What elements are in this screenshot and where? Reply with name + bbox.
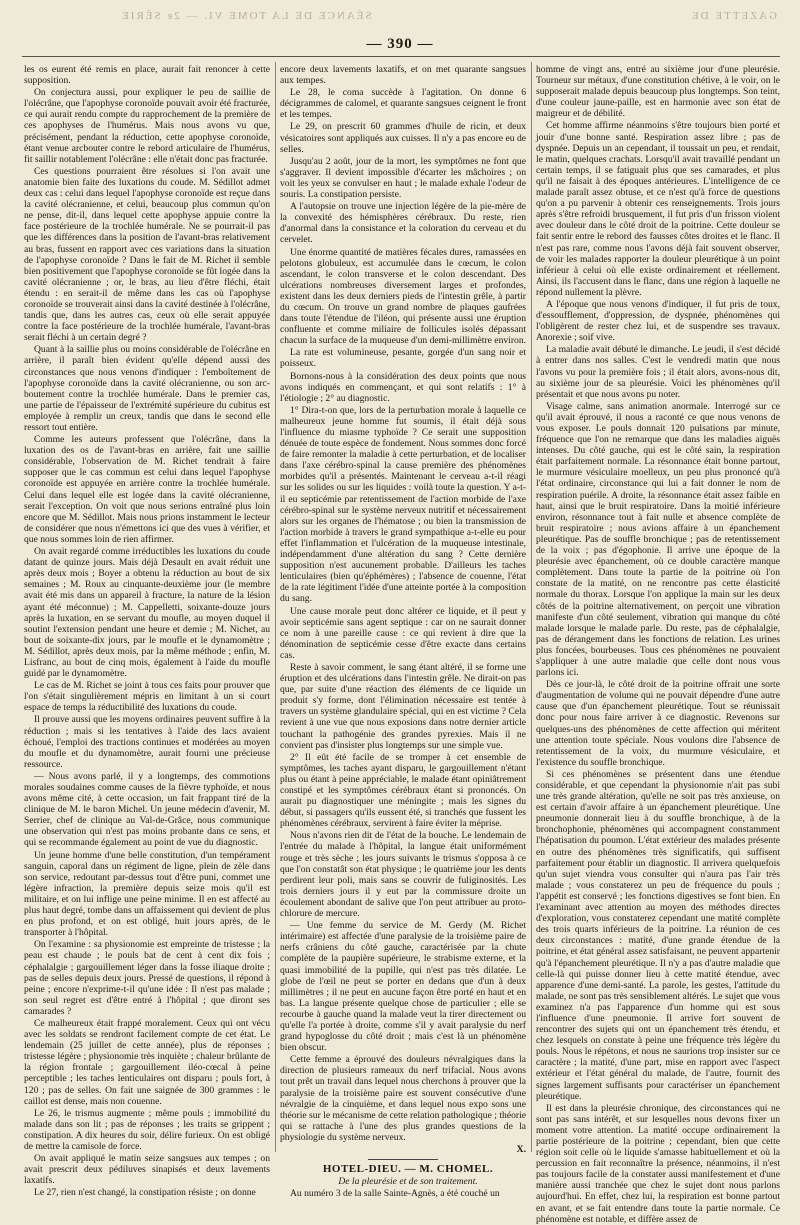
paragraph: Si ces phénomènes se présentent dans une étendue considérable, et que cependant la physionomie n'ait pas subi une très grande altération, qu'elle ne soit pas très anxieuse, on est certain d'avoir affaire à un épanchement pleurétique. Une pneumonie donnerait lieu à du souffle bronchique, à de la bronchophonie, phénomènes qui accompagnent constamment l'hépatisation du poumon. L'état extérieur des malades présente en outre des phénomènes très significatifs, qui suffisent parfaitement pour établir un diagnostic. Il arrivera quelquefois qu'un sujet viendra vous consulter qui n'aura pas l'air très malade ; vous constaterez un peu de fréquence du pouls ; l'appétit est conservé ; les fonctions digestives se font bien. En l'examinant avec attention au moyen des méthodes directes d'exploration, vous constaterez cependant une matité complète des trois quarts inférieurs de la poitrine. La réunion de ces deux circonstances : matité, d'une grande étendue de la poitrine, et état général assez satisfaisant, ne peuvent appartenir qu'à l'épanchement pleurétique. Il n'y a pas d'autre maladie que celle-là qui puisse donner lieu à cette matité étendue, avec apparence d'une demi-santé. La parole, les gestes, l'attitude du malade, ne sont pas très sensiblement altérés. Le sujet que vous examinez n'a pas l'apparence d'un homme qui est sous l'influence d'une pneumonie. Il arrive fort souvent de rencontrer des sujets qui ont un épanchement très étendu, et chez lesquels on constate à peine une fréquence très légère du pouls. Nous le répétons, et nous ne saurions trop insister sur ce caractère ; la matité, d'une part, mise en rapport avec l'aspect extérieur et l'état général du malade, de l'autre, fournit des signes largement suffisants pour caractériser un épanchement pleurétique. bbox=[536, 768, 781, 1102]
paragraph: A l'autopsie on trouve une injection légère de la pie-mère de la convexité des hémisphères cérébraux. Du reste, rien d'anormal dans la consistance et la coloration du cerveau et du cervelet. bbox=[280, 201, 526, 246]
paragraph: Comme les auteurs professent que l'olécrâne, dans la luxation des os de l'avant-bras en arrière, fait une saillie considérable, l'observation de M. Richet tendrait à faire supposer que le cas commun est celui dans lequel l'apophyse coronoïde est appuyée en arrière contre la trochlée humérale. Celui dans lequel elle est logée dans la cavité olécranienne, serait l'exception. On voit que nous serions entraîné plus loin encore que M. Sédillot. Mais nous prions instamment le lecteur de considérer que nous n'émettons ici que des vues à vérifier, et que nous sommes loin de rien affirmer. bbox=[24, 434, 270, 545]
paragraph: 2° Il eût été facile de se tromper à cet ensemble de symptômes, les taches ayant disparu, le gargouillement n'étant plus ou étant à peine appréciable, le malade étant opiniâtrement constipé et les symptômes cérébraux étant si prononcés. On aurait pu diagnostiquer une méningite ; mais les signes du début, si passagers qu'ils eussent été, si tranchés que fussent les phénomènes cérébraux, servirent à faire éviter la méprise. bbox=[280, 751, 526, 830]
paragraph: Jusqu'au 2 août, jour de la mort, les symptômes ne font que s'aggraver. Il devient impossible d'écarter les mâchoires ; on voit les yeux se convulser en haut ; le malade exhale l'odeur de souris. La constipation persiste. bbox=[280, 155, 526, 201]
paragraph: Le 29, on prescrit 60 grammes d'huile de ricin, et deux vésicatoires sont appliqués aux cuisses. Il n'y a pas encore eu de selles. bbox=[280, 121, 526, 155]
paragraph: Le cas de M. Richet se joint à tous ces faits pour prouver que l'on s'était singulièrement mépris en limitant à un si court espace de temps la réductibilité des luxations du coude. bbox=[24, 680, 270, 714]
paragraph: les os eurent été remis en place, aurait fait renoncer à cette supposition. bbox=[24, 64, 270, 87]
page-number: — 390 — bbox=[366, 36, 434, 52]
paragraph: On l'examine : sa physionomie est empreinte de tristesse ; la peau est chaude ; le pouls bat de cent à cent dix fois ; céphalalgie ; gargouillement léger dans la fosse iliaque droite ; pas de selles depuis deux jours. Pressé de questions, il répond à peine ; encore n'exprime-t-il qu'une idée : Il n'est pas malade ; son seul regret est d'être entré à l'hôpital ; que diront ses camarades ? bbox=[24, 939, 270, 1017]
section-subheading: De la pleurésie et de son traitement. bbox=[338, 1176, 478, 1188]
show-through-text-right: GAZETTE DE bbox=[690, 10, 777, 22]
text-column-2 bbox=[280, 64, 527, 1200]
paragraph: Un jeune homme d'une belle constitution, d'un tempérament sanguin, caporal dans un régiment de ligne, plein de zèle dans son service, redoutant par-dessus tout d'être puni, commet une légère infraction, la première depuis seize mois qu'il est militaire, et on lui inflige une peine minime. Il en est affecté au plus haut degré, tombe dans un affaissement qui devient de plus en plus profond, et on est obligé, huit jours après, de le transporter à l'hôpital. bbox=[24, 849, 270, 939]
paragraph: Visage calme, sans animation anormale. Interrogé sur ce qu'il avait éprouvé, il nous a raconté ce que nous venons de vous exposer. Le pouls donnait 120 pulsations par minute, fréquence que l'on ne remarque que dans les maladies aiguës intenses. Du côté gauche, qui est le côté sain, la respiration était parfaitement normale. La résonnance était bonne partout, le murmure vésiculaire moelleux, un peu plus prononcé qu'à l'état ordinaire, circonstance qui lui a fait donner le nom de respiration puérile. A droite, la résonnance était assez faible en haut, ainsi que le bruit respiratoire. Dans la moitié inférieure environ, résonnance tout à fait nulle et absence complète de bruit respiratoire ; nous avions affaire à un épanchement pleurétique. Pas de souffle bronchique ; pas de retentissement de la voix ; pas d'égophonie. Il arrive une époque de la pleurésie avec épanchement, où ce double caractère manque complètement. Dans toute la partie de la poitrine où l'on constate de la matité, on ne rencontre pas cette élasticité normale du thorax. Lorsque l'on applique la main sur les deux côtés de la poitrine alternativement, on perçoit une vibration manifeste d'un côté seulement, vibration qui manque du côté malade lorsque le malade parle. Du reste, pas de céphalalgie, pas de dérangement dans les fonctions de relation. Les urines plus foncées, bourbeuses. Tous ces phénomènes ne pouvaient s'appliquer à une autre maladie que celle dont nous vous parlons ici. bbox=[536, 400, 780, 679]
paragraph: Il est dans la pleurésie chronique, des circonstances qui ne sont pas sans intérêt, et sur lesquelles nous devons fixer un moment votre attention. La matité occupe ordinairement la partie postérieure de la poitrine ; cependant, bien que cette région soit celle où le liquide s'amasse habituellement et où la percussion en fait reconnaître la présence, néanmoins, il n'est pas toujours facile de la constater aussi manifestement et d'une manière aussi tranchée que chez le sujet dont nous parlons aujourd'hui. En effet, chez lui, la respiration est bonne partout en avant, et se fait entendre dans toute la partie normale. Ce phénomène est notable, et diffère assez de bbox=[536, 1102, 780, 1225]
paragraph: Une énorme quantité de matières fécales dures, ramassées en pelotons globuleux, est accumulée dans le cœcum, le colon ascendant, le colon transverse et le colon descendant. Des ulcérations nombreuses diversement larges et profondes, existent dans les deux derniers pieds de l'intestin grêle, à partir du cœcum. On trouve un grand nombre de plaques gaufrées dans toute l'étendue de l'iléon, qui présente aussi une éruption confluente et comme miliaire de follicules isolés dépassant chacun la surface de la muqueuse d'un demi-millimètre environ. bbox=[280, 246, 527, 347]
paragraph: On avait appliqué le matin seize sangsues aux tempes ; on avait prescrit deux pédiluves sinapisés et deux lavements laxatifs. bbox=[24, 1153, 270, 1187]
paragraph: Quant à la saillie plus ou moins considérable de l'olécrâne en arrière, il paraît bien évident qu'elle dépend aussi des circonstances que nous venons d'indiquer : l'emboîtement de l'apophyse coronoïde dans la cavité olécranienne, ou son arc-boutement contre la trochlée humérale. Dans le premier cas, une partie de l'épaisseur de l'extrémité supérieure du cubitus est employée à remplir un creux, tandis que dans le second elle ressort tout entière. bbox=[24, 344, 270, 433]
paragraph: Le 28, le coma succède à l'agitation. On donne 6 décigrammes de calomel, et quarante sangsues ceignent le front et les tempes. bbox=[280, 87, 526, 121]
text-column-3 bbox=[536, 64, 781, 1225]
paragraph: 1° Dira-t-on que, lors de la perturbation morale à laquelle ce malheureux jeune homme fut soumis, il était déjà sous l'influence du miasme typhoïde ? Ce serait une supposition dénuée de toute espèce de fondement. Nous sommes donc forcé de faire remonter la maladie à cette perturbation, et de localiser dans l'axe cérébro-spinal la cause première des phénomènes morbides qu'il a présentés. Maintenant le cerveau a-t-il réagi sur les solides ou sur les liquides : voilà toute la question. Y a-t-il eu septicémie par retentissement de l'action morbide de l'axe cérébro-spinal sur le système nerveux nutritif et nécessairement alors sur les organes de l'hématose ; ou bien la transmission de l'action morbide à travers le grand sympathique a-t-elle eu pour effet l'inflammation et l'ulcération de la muqueuse intestinale, indépendamment d'une altération du sang ? Cette dernière supposition n'est aucunement probable. D'ailleurs les taches lenticulaires (bien qu'éphémères) ; l'absence de couenne, l'état de la rate légitiment l'idée d'une atteinte portée à la composition du sang. bbox=[280, 404, 526, 605]
paragraph: Nous n'avons rien dit de l'état de la bouche. Le lendemain de l'entrée du malade à l'hôpital, la langue était uniformément rouge et très sèche ; les jours suivants le trismus s'opposa à ce que l'on constatât son état physique ; le quatrième jour les dents perdirent leur poli, mais sans se couvrir de fuliginosités. Les trois derniers jours il y eut par la commissure droite un écoulement abondant de salive que l'on peut attribuer au proto-chlorure de mercure. bbox=[280, 830, 526, 920]
paragraph: Cet homme affirme néanmoins s'être toujours bien porté et jouir d'une bonne santé. Respiration assez libre ; pas de dyspnée. Depuis un an cependant, il toussait un peu, et rendait, le matin, quelques crachats. Lorsqu'il avait travaillé pendant un certain temps, il se fatiguait plus que ses camarades, et plus qu'il ne faisait à des époques antérieures. L'intelligence de ce malade paraît assez obtuse, et ce n'est qu'à force de questions qu'on a pu parvenir à obtenir ces renseignements. Trois jours après s'être refroidi brusquement, il fut pris d'un frisson violent avec douleur dans le côté droit de la poitrine. Cette douleur se fait sentir entre le rebord des fausses côtes droites et le flanc. Il n'est pas rare, comme nous l'avons déjà fait souvent observer, de voir les malades rapporter la douleur pleurétique à un point inférieur à celui où elle existe ordinairement et réellement. Ainsi, ils l'accusent dans le flanc, dans une région à laquelle ne répond nullement la plèvre. bbox=[536, 120, 780, 298]
paragraph: Ces questions pourraient être résolues si l'on avait une anatomie bien faite des luxations du coude. M. Sédillot admet deux cas : celui dans lequel l'apophyse coronoïde est reçue dans la cavité olécranienne, et celui, beaucoup plus commun qu'on ne pense, dit-il, dans lequel cette apophyse appuie contre la face postérieure de la trochlée humérale. Ne se pourrait-il pas que les différences dans la position de l'avant-bras relativement au bras, fussent en rapport avec ces variations dans la situation de l'apophyse coronoïde ? Dans le fait de M. Richet il semble bien positivement que l'apophyse coronoïde se fût logée dans la cavité olécranienne ; or, le bras, au lieu d'être fléchi, était étendu : en serait-il de même dans les cas où l'apophyse coronoïde se trouverait ainsi dans la cavité destinée à l'olécrâne, tandis que, dans les autres cas, ceux où elle serait appuyée contre la face postérieure de la trochlée humérale, l'avant-bras serait fléchi à un certain degré ? bbox=[24, 165, 270, 344]
paragraph: La rate est volumineuse, pesante, gorgée d'un sang noir et poisseux. bbox=[280, 347, 526, 370]
column-divider bbox=[275, 62, 276, 1152]
column-divider bbox=[531, 62, 532, 1152]
paragraph: Reste à savoir comment, le sang étant altéré, il se forme une éruption et des ulcérations dans l'intestin grêle. Ne dirait-on pas que, par suite d'une réaction des éléments de ce liquide un produit s'y forme, dont l'élimination nécessaire est tentée à travers un système glandulaire spécial, qui en est victime ? Cela revient à une vue que nous exposions dans notre dernier article touchant la pathogénie des grandes pyrexies. Mais il ne convient pas d'insister plus longtemps sur une simple vue. bbox=[280, 661, 526, 751]
paragraph: Cette femme a éprouvé des douleurs névralgiques dans la direction de plusieurs rameaux du nerf trifacial. Nous avons tout prêt un travail dans lequel nous cherchons à prouver que la paralysie de la troisième paire est souvent consécutive d'une névralgie de la cinquième, et dans lequel nous expo sons une théorie sur le mécanisme de cette relation pathologique ; théorie qui se rattache à l'une des plus grandes questions de la physiologie du système nerveux. bbox=[280, 1054, 526, 1143]
paragraph: — Une femme du service de M. Gerdy (M. Richet intérimaire) est affectée d'une paralysie de la troisième paire de nerfs crâniens du côté gauche, caractérisée par la chute complète de la paupière supérieure, le strabisme externe, et la quasi immobilité de la pupille, qui n'est pas très dilatée. Le globe de l'œil ne peut se porter en dedans que d'un à deux millimètres ; il ne peut en aucune façon être porté en haut et en bas. La langue présente quelque chose de particulier ; elle se recourbe à gauche quand la malade veut la tirer directement ou qu'elle l'a portée à droite, comme s'il y avait paralysie du nerf grand hypoglosse du côté droit ; mais c'est là un phénomène bien obscur. bbox=[280, 920, 526, 1054]
paragraph: Le 26, le trismus augmente ; même pouls ; immobilité du malade dans son lit ; pas de réponses ; les traits se grippent ; constipation. A dix heures du soir, délire furieux. On est obligé de mettre la camisole de force. bbox=[24, 1107, 270, 1152]
show-through-text-left: SÉANCE DE LA TOME VI. — 2e SÉRIE bbox=[120, 10, 372, 22]
paragraph: On avait regardé comme irréductibles les luxations du coude datant de quinze jours. Mais déjà Desault en avait réduit une après deux mois ; Boyer a obtenu la réduction au bout de six semaines ; M. Roux au cinquante-deuxième jour (le membre avait été mis dans un appareil à fracture, la nature de la lésion ayant été méconnue) ; M. Cappelletti, soixante-douze jours après la luxation, en se servant du moufle, au moyen duquel il soutint l'extension pendant une heure et demie ; M. Nichet, au bout de soixante-dix jours, par le moufle et le dynamomètre ; M. Sédillot, après deux mois, par la même méthode ; enfin, M. Lisfranc, au bout de cinq mois, également à l'aide du moufle guidé par le dynamomètre. bbox=[24, 546, 270, 680]
header-rule bbox=[22, 56, 780, 57]
paragraph: A l'époque que nous venons d'indiquer, il fut pris de toux, d'essoufflement, d'oppression, de dyspnée, phénomènes qui l'obligèrent de rester chez lui, et de suspendre ses travaux. Anorexie ; soif vive. bbox=[536, 298, 780, 344]
paragraph: Il prouve aussi que les moyens ordinaires peuvent suffire à la réduction ; mais si les tentatives à l'aide des lacs avaient échoué, l'emploi des tractions continues et modérées au moyen du moufle et du dynamomètre, aurait fourni une précieuse ressource. bbox=[24, 714, 270, 770]
paragraph: homme de vingt ans, entré au sixième jour d'une pleurésie. Tourneur sur métaux, d'une constitution chétive, à le voir, on le supposerait malade depuis beaucoup plus longtemps. Son teint, d'une couleur jaune-paille, est en harmonie avec son état de maigreur et de débilité. bbox=[536, 64, 780, 120]
paragraph: Le 27, rien n'est changé, la constipation résiste ; on donne bbox=[34, 1187, 256, 1199]
paragraph: Dès ce jour-là, le côté droit de la poitrine offrait une sorte d'augmentation de volume qui ne pouvait dépendre d'une autre cause que d'un épanchement pleurétique. Tout se réunissait donc pour nous faire arriver à ce diagnostic. Revenons sur quelques-uns des phénomènes de cette affection qui méritent une attention toute spéciale. Nous voulons dire l'absence de retentissement de la voix, du murmure vésiculaire, et l'existence du souffle bronchique. bbox=[536, 679, 780, 768]
paragraph: Une cause morale peut donc altérer ce liquide, et il peut y avoir septicémie sans agent septique : car on ne saurait donner ce nom à une pareille cause : ce qui revient à dire que la dénomination de septicémie cesse d'être exacte dans certains cas. bbox=[280, 605, 526, 661]
paragraph: On conjectura aussi, pour expliquer le peu de saillie de l'olécrâne, que l'apophyse coronoïde pouvait avoir été fracturée, ce qui aurait rendu compte du rapprochement de la première de ces apophyses de l'humérus. Mais nous avons vu que, précisément, pendant la réduction, cette apophyse coronoïde, étant venue arcbouter contre le rebord articulaire de l'humérus, fit saillir notablement l'olécrâne : elle n'était donc pas fracturée. bbox=[24, 87, 270, 165]
paragraph: encore deux lavements laxatifs, et on met quarante sangsues aux tempes. bbox=[280, 64, 526, 87]
section-rule bbox=[368, 1159, 438, 1160]
text-column-1 bbox=[24, 64, 270, 1199]
paragraph: La maladie avait débuté le dimanche. Le jeudi, il s'est décidé à entrer dans nos salles. C'est le vendredi matin que nous l'avons vu pour la première fois ; il était alors, avons-nous dit, au sixième jour de sa pleurésie. Voici les phénomènes qu'il présentait et que nous avons pu noter. bbox=[536, 344, 780, 400]
section-heading: HOTEL-DIEU. — M. CHOMEL. bbox=[322, 1163, 494, 1176]
paragraph: — Nous avons parlé, il y a longtemps, des commotions morales soudaines comme causes de la fièvre typhoïde, et nous avons même cité, à cette occasion, un fait frappant tiré de la clinique de M. le baron Michel. Un jeune médecin d'avenir, M. Serrier, chef de clinique au Val-de-Grâce, nous communique une observation qui n'est pas moins probante dans ce sens, et qui se recommande également au point de vue du diagnostic. bbox=[24, 770, 270, 849]
paragraph: Au numéro 3 de la salle Sainte-Agnès, a été couché un bbox=[290, 1188, 500, 1200]
paragraph: Bornons-nous à la considération des deux points que nous avons indiqués en commençant, et qui sont relatifs : 1° à l'étiologie ; 2° au diagnostic. bbox=[280, 370, 526, 404]
paragraph: Ce malheureux était frappé moralement. Ceux qui ont vécu avec les soldats se rendront facilement compte de cet état. Le lendemain (25 juillet de cette année), plus de réponses ; tristesse légère ; physionomie très inquiète ; chaleur brûlante de la région frontale ; gargouillement iléo-cœcal à peine perceptible ; les taches lenticulaires ont disparu ; pouls fort, à 120 ; pas de selles. On fait une saignée de 300 grammes : le caillot est dense, mais non couenne. bbox=[24, 1017, 270, 1107]
article-signature: X. bbox=[516, 1144, 526, 1155]
